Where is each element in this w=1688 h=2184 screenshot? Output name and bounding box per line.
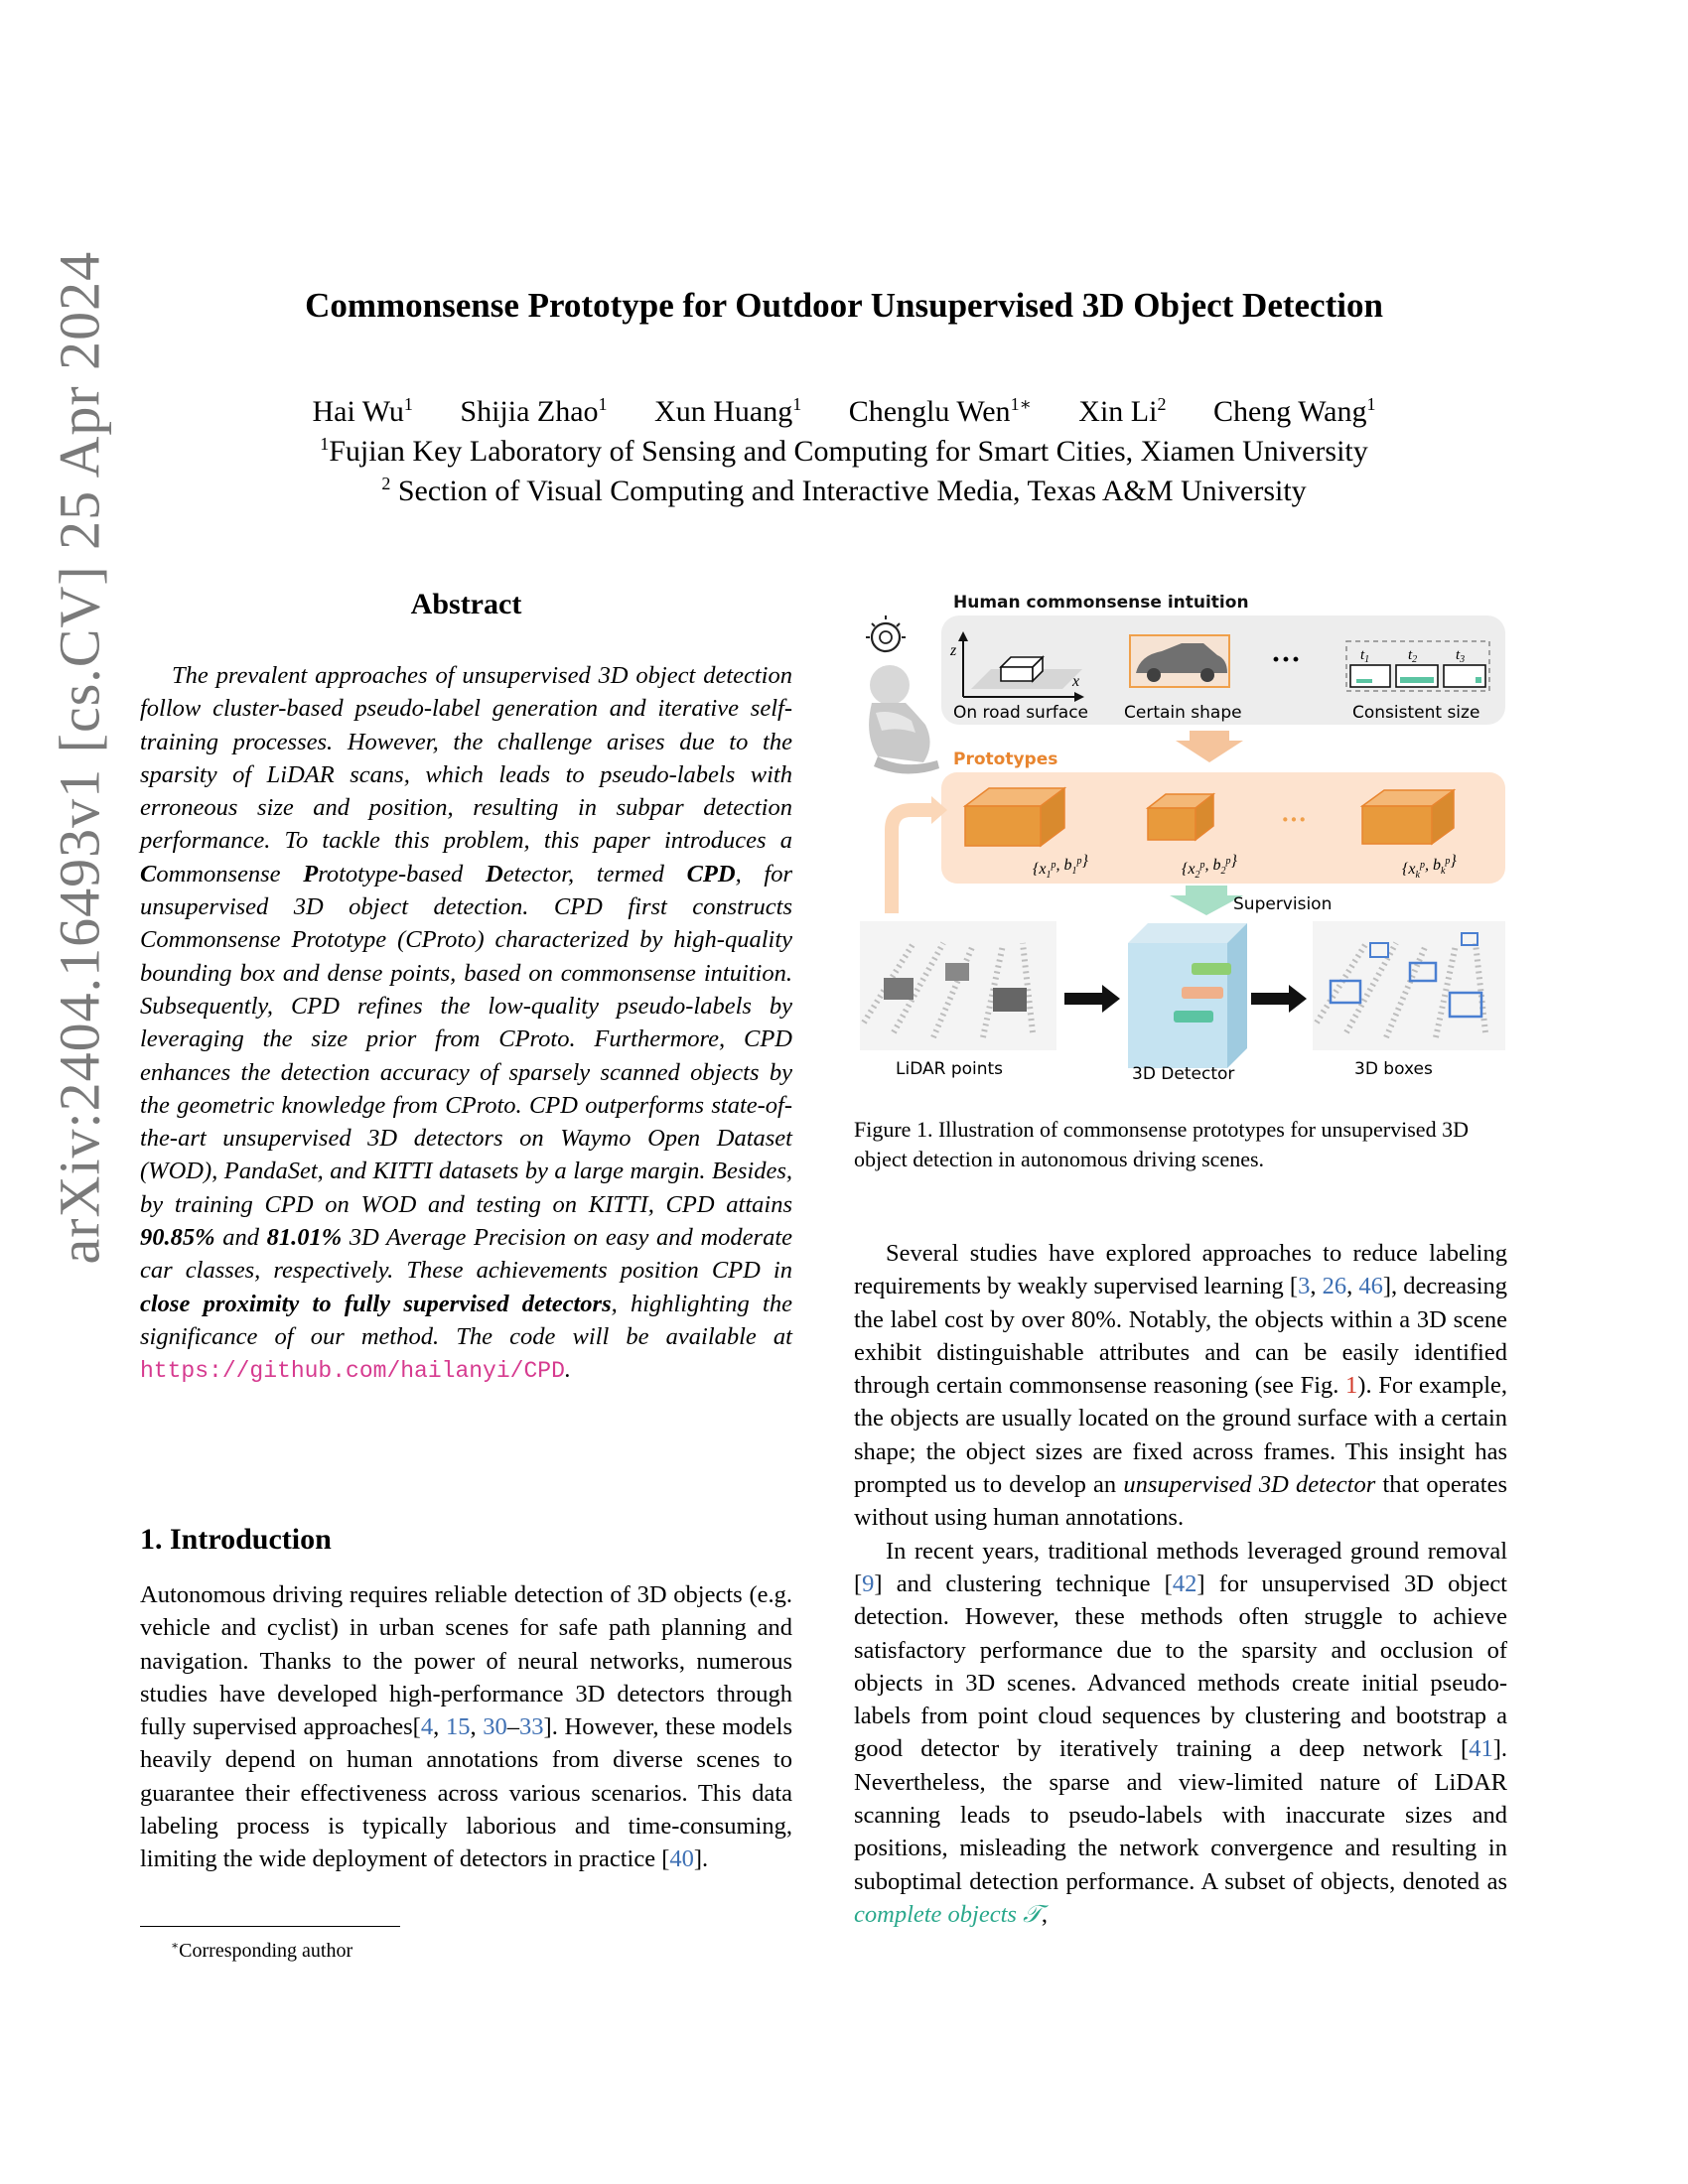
author-list [0,395,1688,429]
footnote-divider [140,1926,400,1927]
paragraph: In recent years, traditional methods leveraged ground removal [9] and clustering technique [42] for unsupervised 3D object detection. However, these methods often struggle to achieve satisfactory performance due to the sparsity and occlusion of objects in 3D scenes. Advanced methods create initial pseudo-labels from point cloud sequences by clustering and bootstrap a good detector by iteratively training a deep network [41]. Nevertheless, the sparse and view-limited nature of LiDAR scanning leads to pseudo-labels with inaccurate sizes and positions, misleading the network convergence and resulting in suboptimal detection performance. A subset of objects, denoted as complete objects 𝒯, [854,1537,1507,1928]
citation-link[interactable]: 33 [519,1713,544,1741]
citation-link[interactable]: 3 [1298,1273,1311,1300]
citation-link[interactable]: 30 [483,1713,507,1741]
supervision-arrow-icon [1170,886,1243,915]
figure-1-caption: Figure 1. Illustration of commonsense prototypes for unsupervised 3D object detection in autonomous driving scenes. [854,1117,1469,1171]
code-url-link[interactable]: https://github.com/hailanyi/CPD [140,1358,565,1385]
paragraph: Several studies have explored approaches to reduce labeling requirements by weakly supervised learning [3, 26, 46], decreasing the label cost by over 80%. Notably, the objects within a 3D scene exhibit distinguishable attributes and can be easily identified through certain commonsense reasoning (see Fig. 1). For example, the objects are usually located on the ground surface with a certain shape; the object sizes are fixed across frames. This insight has prompted us to develop an unsupervised 3D detector that operates without using human annotations. [854,1240,1508,1532]
citation-link[interactable]: 40 [669,1845,694,1873]
prototype-box [1362,790,1454,844]
author: Xun Huang$^1$ [654,394,802,428]
author: Shijia Zhao$^1$ [460,394,608,428]
figure-reference-link[interactable]: 1 [1345,1372,1358,1400]
figure-header-label: Human commonsense intuition [953,593,1249,613]
citation-link[interactable]: 42 [1172,1570,1197,1597]
axis-z-label: z [950,642,957,659]
citation-link[interactable]: 46 [1358,1273,1383,1300]
abstract-heading: Abstract [410,588,522,620]
author: Xin Li$^2$ [1078,394,1167,428]
3d-boxes-output [1313,921,1505,1050]
prototype-box [1148,794,1213,840]
frame-t1-label: $t_1$ [1360,647,1370,665]
on-road-surface-label: On road surface [953,703,1089,723]
prototypes-label: Prototypes [953,750,1058,769]
thinking-person-icon [866,615,939,774]
citation-link[interactable]: 4 [420,1713,434,1741]
prototype-2-label: {$x_2^p$, $b_2^p$} [1182,853,1237,881]
prototype-ellipsis: ··· [1281,805,1308,834]
affiliation: $^2$ Section of Visual Computing and Interactive Media, Texas A&M University [381,474,1307,507]
section-heading-introduction: 1. Introduction [140,1523,332,1556]
3d-detector-label: 3D Detector [1132,1064,1235,1082]
axis-x-label: x [1072,673,1080,690]
paper-title: Commonsense Prototype for Outdoor Unsupervised 3D Object Detection [305,286,1383,325]
3d-boxes-label: 3D boxes [1354,1059,1433,1079]
3d-detector-block [1128,923,1247,1068]
certain-shape-diagram [1130,635,1229,687]
citation-link[interactable]: 41 [1469,1735,1493,1763]
arrow-right-icon [1251,985,1307,1013]
arrow-down-icon [1176,731,1243,762]
figure-1-illustration [854,586,1509,1082]
prototype-1-label: {$x_1^p$, $b_1^p$} [1033,853,1088,881]
lidar-points-label: LiDAR points [896,1059,1004,1079]
arrow-right-icon [1064,985,1120,1013]
citation-link[interactable]: 26 [1322,1273,1347,1300]
author: Chenglu Wen$^{1∗}$ [848,394,1032,428]
consistent-size-label: Consistent size [1352,703,1480,723]
citation-link[interactable]: 9 [862,1570,875,1597]
abstract-text: The prevalent approaches of unsupervised 3D object detection follow cluster-based pseudo-label generation and iterative self-training processes. However, the challenge arises due to the sparsity of LiDAR scans, which leads to pseudo-labels with erroneous size and position, resulting in subpar detection performance. To tackle this problem, this paper introduces a Commonsense Prototype-based Detector, termed CPD, for unsupervised 3D object detection. CPD first constructs Commonsense Prototype (CProto) characterized by high-quality bounding box and dense points, based on commonsense intuition. Subsequently, CPD refines the low-quality pseudo-labels by leveraging the size prior from CProto. Furthermore, CPD enhances the detection accuracy of sparsely scanned objects by the geometric knowledge from CProto. CPD outperforms state-of-the-art unsupervised 3D detectors on Waymo Open Dataset (WOD), PandaSet, and KITTI datasets by a large margin. Besides, by training CPD on WOD and testing on KITTI, CPD attains 90.85% and 81.01% 3D Average Precision on easy and moderate car classes, respectively. These achievements position CPD in close proximity to fully supervised detectors, highlighting the significance of our method. The code will be available at https://github.com/hailanyi/CPD. [140,662,793,1385]
frame-t3-label: $t_3$ [1456,647,1466,665]
curved-arrow-icon [892,810,931,913]
prototype-k-label: {$x_k^p$, $b_k^p$} [1402,853,1457,881]
ellipsis-dots: ··· [1271,643,1302,676]
intro-paragraph: Autonomous driving requires reliable detection of 3D objects (e.g. vehicle and cyclist) in urban scenes for safe path planning and navigation. Thanks to the power of neural networks, numerous studies have developed high-performance 3D detectors through fully supervised approaches[4, 15, 30–33]. However, these models heavily depend on human annotations from diverse scenes to guarantee their effectiveness across various scenarios. This data labeling process is typically laborious and time-consuming, limiting the wide deployment of detectors in practice [40]. [140,1581,793,1873]
supervision-label: Supervision [1233,894,1333,914]
author: Hai Wu$^1$ [312,394,413,428]
footnote: ∗Corresponding author [171,1938,353,1962]
certain-shape-label: Certain shape [1124,703,1242,723]
author: Cheng Wang$^1$ [1212,394,1376,428]
arxiv-identifier: arXiv:2404.16493v1 [cs.CV] 25 Apr 2024 [47,250,112,1265]
frame-t2-label: $t_2$ [1408,647,1418,665]
citation-link[interactable]: 15 [445,1713,471,1741]
prototype-box [965,788,1064,846]
affiliation: $^1$Fujian Key Laboratory of Sensing and Computing for Smart Cities, Xiamen University [320,434,1368,468]
lidar-point-cloud [860,921,1056,1050]
right-column-text [854,1237,1507,1931]
